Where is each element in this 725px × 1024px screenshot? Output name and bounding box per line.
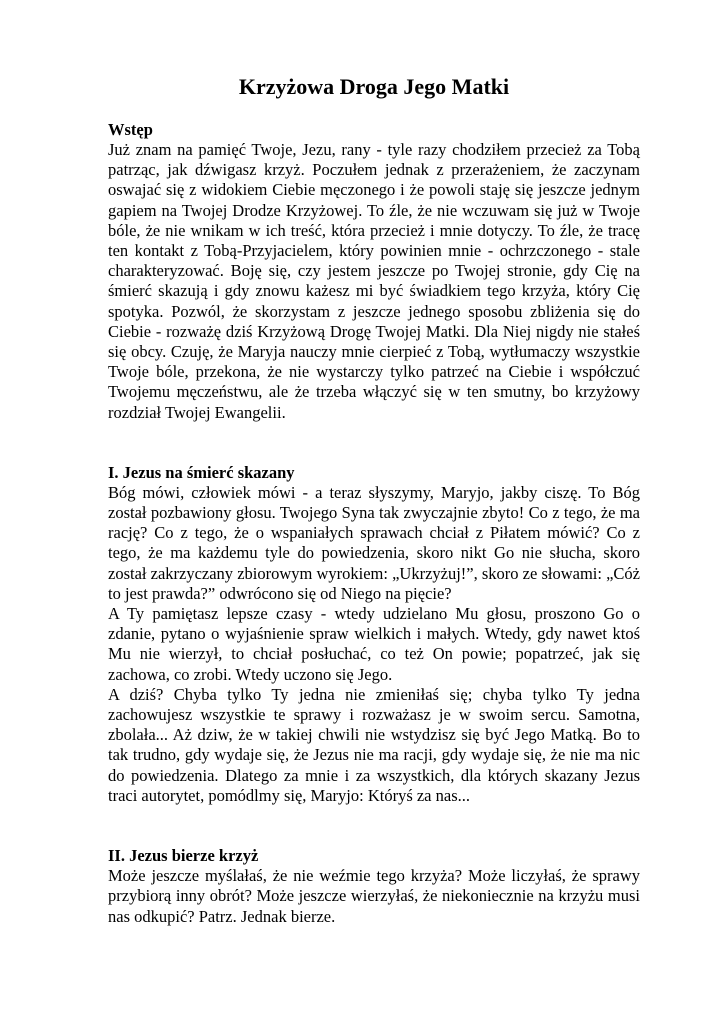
introduction-paragraph: Już znam na pamięć Twoje, Jezu, rany - tyle razy chodziłem przecież za Tobą patrząc, jak dźwigasz krzyż. Poczułem jednak z przerażeniem, że zaczynam oswajać się z widokiem Ciebie męczonego i że powoli staję się jeszcze jednym gapiem na Twojej Drodze Krzyżowej. To źle, że nie wczuwam się już w Twoje bóle, że nie wnikam w ich treść, która przecież i mnie dotyczy. To źle, że tracę ten kontakt z Tobą-Przyjacielem, który powinien mnie - ochrzczonego - stale charakteryzować. Boję się, czy jestem jeszcze po Twojej stronie, gdy Cię na śmierć skazują i gdy znowu każesz mi być świadkiem tego krzyża, który Cię spotyka. Pozwól, że skorzystam z jeszcze jednego sposobu zbliżenia się do Ciebie - rozważę dziś Krzyżową Drogę Twojej Matki. Dla Niej nigdy nie stałeś się obcy. Czuję, że Maryja nauczy mnie cierpieć z Tobą, wytłumaczy wszystkie Twoje bóle, przekona, że nie wystarczy tylko patrzeć na Ciebie i współczuć Twojemu męczeństwu, ale że trzeba włączyć się w ten smutny, bo krzyżowy rozdział Twojej Ewangelii.	[108, 140, 640, 422]
station-1-paragraph-2: A Ty pamiętasz lepsze czasy - wtedy udzielano Mu głosu, proszono Go o zdanie, pytano o wyjaśnienie spraw wielkich i małych. Wtedy, gdy nawet ktoś Mu nie wierzył, to chciał posłuchać, co też On powie; popatrzeć, jak się zachowa, co zrobi. Wtedy uczono się Jego.	[108, 604, 640, 684]
section-introduction	[108, 120, 640, 423]
station-1-paragraph-3: A dziś? Chyba tylko Ty jedna nie zmieniłaś się; chyba tylko Ty jedna zachowujesz wszystkie te sprawy i rozważasz je w swoim sercu. Samotna, zbolała... Aż dziw, że w takiej chwili nie wstydzisz się być Jego Matką. Bo to tak trudno, gdy wydaje się, że Jezus nie ma racji, gdy wydaje się, że nie ma nic do powiedzenia. Dlatego za mnie i za wszystkich, dla których skazany Jezus traci autorytet, pomódlmy się, Maryjo: Któryś za nas...	[108, 684, 640, 805]
section-station-2	[108, 846, 640, 927]
section-heading-station-1: I. Jezus na śmierć skazany	[108, 462, 295, 482]
document-title: Krzyżowa Droga Jego Matki	[238, 74, 510, 99]
document-page	[108, 72, 640, 927]
section-station-1	[108, 463, 640, 806]
station-1-paragraph-1: Bóg mówi, człowiek mówi - a teraz słyszymy, Maryjo, jakby ciszę. To Bóg został pozbawiony głosu. Twojego Syna tak zwyczajnie zbyto! Co z tego, że ma rację? Co z tego, że o wspaniałych sprawach chciał z Piłatem mówić? Co z tego, że ma każdemu tyle do powiedzenia, skoro nikt Go nie słucha, skoro został zakrzyczany zbiorowym wyrokiem: „Ukrzyżuj!”, skoro ze słowami: „Cóż to jest prawda?” odwrócono się od Niego na pięcie?	[108, 482, 640, 603]
section-heading-introduction: Wstęp	[108, 120, 153, 139]
station-2-paragraph-1: Może jeszcze myślałaś, że nie weźmie tego krzyża? Może liczyłaś, że sprawy przybiorą inny obrót? Może jeszcze wierzyłaś, że niekoniecznie na krzyżu musi nas odkupić? Patrz. Jednak bierze.	[108, 866, 640, 926]
section-heading-station-2: II. Jezus bierze krzyż	[108, 846, 259, 866]
